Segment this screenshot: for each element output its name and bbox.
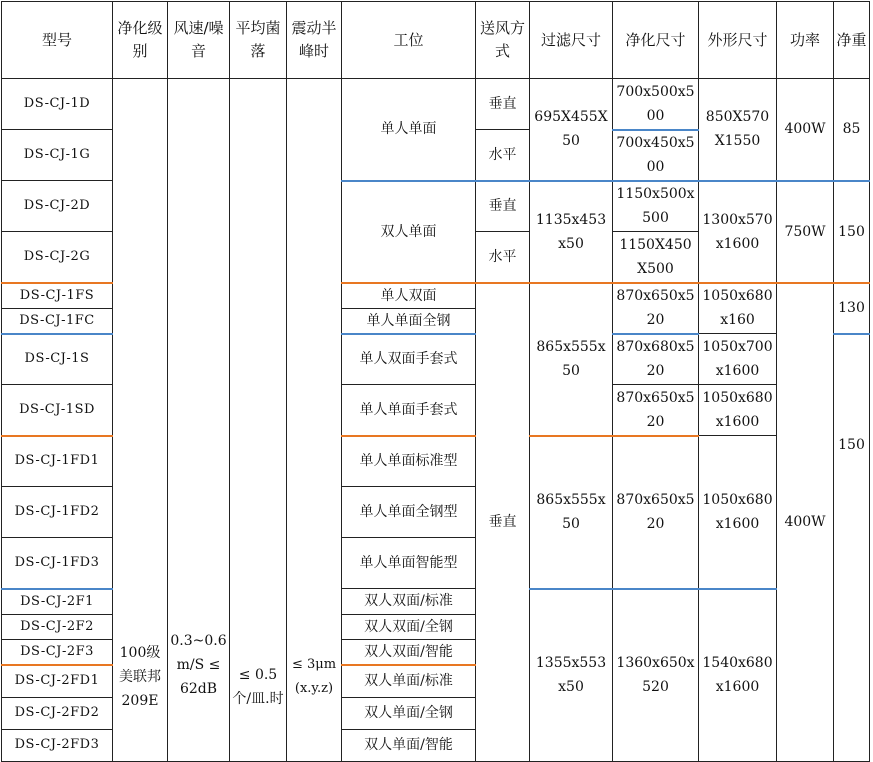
weight-cell: 85 <box>834 79 870 181</box>
model-cell: DS-CJ-1FD3 <box>2 538 113 589</box>
model-cell: DS-CJ-2FD1 <box>2 665 113 698</box>
grade-cell: 100级 美联邦209E <box>113 79 168 762</box>
airflow-cell: 水平 <box>476 232 530 283</box>
outer-size-cell: 1050x680x1600 <box>699 385 777 436</box>
model-cell: DS-CJ-1S <box>2 334 113 385</box>
col-header-colony: 平均菌落 <box>230 2 287 79</box>
model-cell: DS-CJ-1G <box>2 130 113 181</box>
col-header-grade: 净化级别 <box>113 2 168 79</box>
workstation-cell: 双人双面/标准 <box>342 589 476 615</box>
col-header-airflow: 送风方式 <box>476 2 530 79</box>
outer-size-cell: 1050x680x1600 <box>699 436 777 589</box>
model-cell: DS-CJ-1FC <box>2 308 113 334</box>
table-row <box>2 79 870 130</box>
outer-size-cell: 1050x680x160 <box>699 283 777 334</box>
outer-size-cell: 1540x680x1600 <box>699 589 777 762</box>
workstation-cell: 单人双面 <box>342 283 476 309</box>
workstation-cell: 单人单面全钢型 <box>342 487 476 538</box>
model-cell: DS-CJ-1FD1 <box>2 436 113 487</box>
model-cell: DS-CJ-2F2 <box>2 614 113 639</box>
weight-cell: 150 <box>834 181 870 283</box>
workstation-cell: 单人单面手套式 <box>342 385 476 436</box>
col-header-power: 功率 <box>777 2 834 79</box>
airflow-cell: 垂直 <box>476 283 530 762</box>
filter-size-cell: 1135x453x50 <box>530 181 613 283</box>
model-cell: DS-CJ-2F1 <box>2 589 113 615</box>
col-header-vibration: 震动半峰时 <box>287 2 342 79</box>
col-header-outer-size: 外形尺寸 <box>699 2 777 79</box>
model-cell: DS-CJ-1SD <box>2 385 113 436</box>
workstation-cell: 双人双面/智能 <box>342 639 476 665</box>
model-cell: DS-CJ-2F3 <box>2 639 113 665</box>
weight-cell: 150 <box>834 334 870 762</box>
outer-size-cell: 1050x700x1600 <box>699 334 777 385</box>
col-header-model: 型号 <box>2 2 113 79</box>
workstation-cell: 单人双面手套式 <box>342 334 476 385</box>
workstation-cell: 单人单面全钢 <box>342 308 476 334</box>
power-cell: 750W <box>777 181 834 283</box>
model-cell: DS-CJ-1D <box>2 79 113 130</box>
model-cell: DS-CJ-1FS <box>2 283 113 309</box>
power-cell: 400W <box>777 283 834 762</box>
outer-size-cell: 1300x570x1600 <box>699 181 777 283</box>
clean-size-cell: 700x450x500 <box>613 130 699 181</box>
col-header-workstation: 工位 <box>342 2 476 79</box>
workstation-cell: 双人双面/全钢 <box>342 614 476 639</box>
clean-size-cell: 700x500x500 <box>613 79 699 130</box>
clean-size-cell: 870x650x520 <box>613 385 699 436</box>
model-cell: DS-CJ-2FD2 <box>2 697 113 729</box>
clean-size-cell: 870x650x520 <box>613 283 699 334</box>
workstation-cell: 双人单面/全钢 <box>342 697 476 729</box>
filter-size-cell: 695X455X50 <box>530 79 613 181</box>
workstation-cell: 双人单面 <box>342 181 476 283</box>
workstation-cell: 单人单面标准型 <box>342 436 476 487</box>
header-row <box>2 2 870 79</box>
colony-cell: ≤ 0.5个/皿.时 <box>230 79 287 762</box>
wind-noise-cell: 0.3~0.6m/S ≤ 62dB <box>168 79 230 762</box>
airflow-cell: 垂直 <box>476 181 530 232</box>
model-cell: DS-CJ-2D <box>2 181 113 232</box>
outer-size-cell: 850X570X1550 <box>699 79 777 181</box>
model-cell: DS-CJ-2FD3 <box>2 729 113 761</box>
col-header-clean-size: 净化尺寸 <box>613 2 699 79</box>
model-cell: DS-CJ-2G <box>2 232 113 283</box>
filter-size-cell: 865x555x50 <box>530 436 613 589</box>
workstation-cell: 双人单面/智能 <box>342 729 476 761</box>
clean-size-cell: 870x650x520 <box>613 436 699 589</box>
workstation-cell: 单人单面 <box>342 79 476 181</box>
filter-size-cell: 1355x553x50 <box>530 589 613 762</box>
col-header-filter-size: 过滤尺寸 <box>530 2 613 79</box>
filter-size-cell: 865x555x50 <box>530 283 613 436</box>
spec-table <box>1 1 870 762</box>
workstation-cell: 单人单面智能型 <box>342 538 476 589</box>
airflow-cell: 垂直 <box>476 79 530 130</box>
weight-cell: 130 <box>834 283 870 334</box>
clean-size-cell: 870x680x520 <box>613 334 699 385</box>
vibration-cell: ≤ 3μm(x.y.z) <box>287 79 342 762</box>
col-header-weight: 净重 <box>834 2 870 79</box>
clean-size-cell: 1360x650x520 <box>613 589 699 762</box>
power-cell: 400W <box>777 79 834 181</box>
workstation-cell: 双人单面/标准 <box>342 665 476 698</box>
clean-size-cell: 1150x500x500 <box>613 181 699 232</box>
clean-size-cell: 1150X450X500 <box>613 232 699 283</box>
col-header-wind-noise: 风速/噪音 <box>168 2 230 79</box>
model-cell: DS-CJ-1FD2 <box>2 487 113 538</box>
airflow-cell: 水平 <box>476 130 530 181</box>
